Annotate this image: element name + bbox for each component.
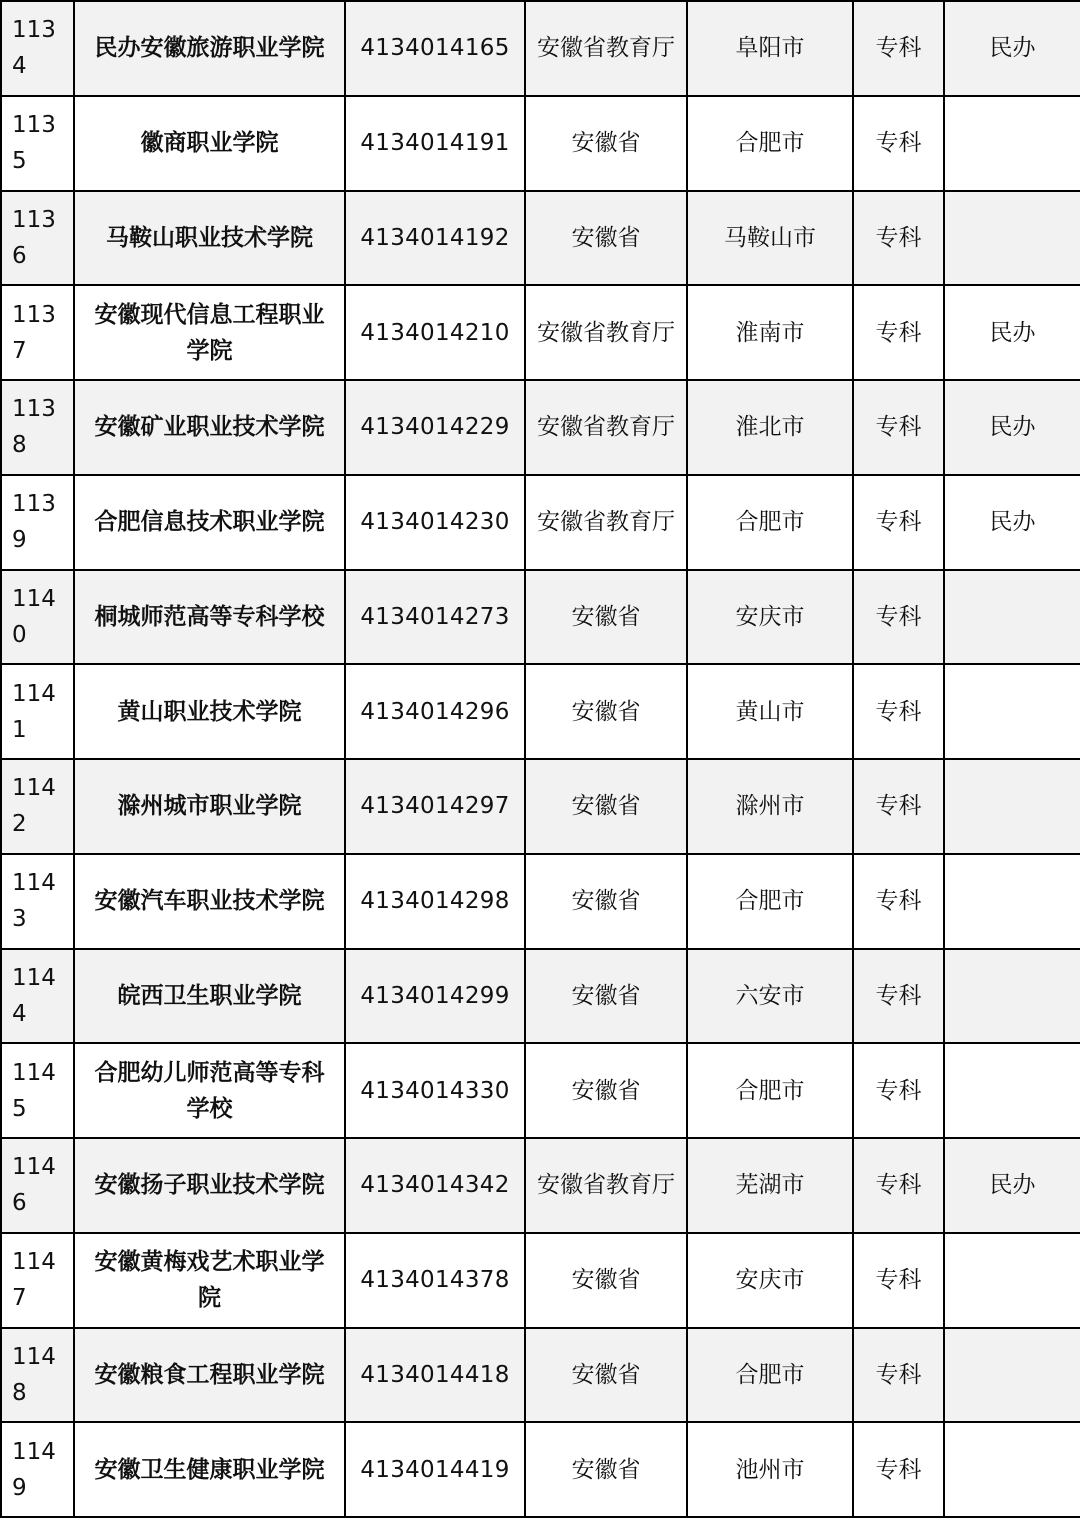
supervising-department: 安徽省 bbox=[525, 664, 687, 759]
supervising-department: 安徽省教育厅 bbox=[525, 1138, 687, 1233]
row-number: 1139 bbox=[1, 475, 74, 570]
supervising-department: 安徽省教育厅 bbox=[525, 475, 687, 570]
row-number: 1137 bbox=[1, 285, 74, 380]
remark bbox=[944, 1043, 1080, 1138]
education-level: 专科 bbox=[853, 1233, 944, 1328]
supervising-department: 安徽省 bbox=[525, 1328, 687, 1423]
remark: 民办 bbox=[944, 285, 1080, 380]
remark: 民办 bbox=[944, 475, 1080, 570]
table-row bbox=[1, 1, 1080, 96]
city: 池州市 bbox=[687, 1422, 853, 1517]
row-number: 1145 bbox=[1, 1043, 74, 1138]
education-level: 专科 bbox=[853, 1138, 944, 1233]
institution-name: 安徽粮食工程职业学院 bbox=[74, 1328, 345, 1423]
education-level: 专科 bbox=[853, 475, 944, 570]
institution-name: 马鞍山职业技术学院 bbox=[74, 191, 345, 286]
institution-name: 安徽卫生健康职业学院 bbox=[74, 1422, 345, 1517]
education-level: 专科 bbox=[853, 380, 944, 475]
city: 六安市 bbox=[687, 949, 853, 1044]
remark: 民办 bbox=[944, 1138, 1080, 1233]
institution-name: 黄山职业技术学院 bbox=[74, 664, 345, 759]
remark bbox=[944, 664, 1080, 759]
table-row bbox=[1, 380, 1080, 475]
institution-code: 4134014296 bbox=[345, 664, 525, 759]
city: 黄山市 bbox=[687, 664, 853, 759]
institution-name: 安徽汽车职业技术学院 bbox=[74, 854, 345, 949]
supervising-department: 安徽省 bbox=[525, 570, 687, 665]
institution-code: 4134014418 bbox=[345, 1328, 525, 1423]
table-row bbox=[1, 1043, 1080, 1138]
institution-name: 桐城师范高等专科学校 bbox=[74, 570, 345, 665]
row-number: 1149 bbox=[1, 1422, 74, 1517]
education-level: 专科 bbox=[853, 96, 944, 191]
row-number: 1143 bbox=[1, 854, 74, 949]
row-number: 1142 bbox=[1, 759, 74, 854]
institution-name: 徽商职业学院 bbox=[74, 96, 345, 191]
education-level: 专科 bbox=[853, 1328, 944, 1423]
institution-name: 民办安徽旅游职业学院 bbox=[74, 1, 345, 96]
remark bbox=[944, 1422, 1080, 1517]
remark: 民办 bbox=[944, 1, 1080, 96]
row-number: 1135 bbox=[1, 96, 74, 191]
institution-code: 4134014330 bbox=[345, 1043, 525, 1138]
table-row bbox=[1, 1138, 1080, 1233]
remark bbox=[944, 191, 1080, 286]
education-level: 专科 bbox=[853, 854, 944, 949]
table-row bbox=[1, 854, 1080, 949]
supervising-department: 安徽省 bbox=[525, 1422, 687, 1517]
table-row bbox=[1, 285, 1080, 380]
table-body bbox=[1, 1, 1080, 1517]
institution-code: 4134014210 bbox=[345, 285, 525, 380]
remark bbox=[944, 854, 1080, 949]
table-row bbox=[1, 1328, 1080, 1423]
education-level: 专科 bbox=[853, 191, 944, 286]
supervising-department: 安徽省 bbox=[525, 759, 687, 854]
supervising-department: 安徽省 bbox=[525, 96, 687, 191]
institution-code: 4134014229 bbox=[345, 380, 525, 475]
remark bbox=[944, 96, 1080, 191]
institution-name: 皖西卫生职业学院 bbox=[74, 949, 345, 1044]
education-level: 专科 bbox=[853, 285, 944, 380]
table-row bbox=[1, 475, 1080, 570]
supervising-department: 安徽省 bbox=[525, 1043, 687, 1138]
education-level: 专科 bbox=[853, 759, 944, 854]
institution-code: 4134014273 bbox=[345, 570, 525, 665]
institution-name: 安徽黄梅戏艺术职业学院 bbox=[74, 1233, 345, 1328]
education-level: 专科 bbox=[853, 949, 944, 1044]
row-number: 1147 bbox=[1, 1233, 74, 1328]
institution-code: 4134014298 bbox=[345, 854, 525, 949]
education-level: 专科 bbox=[853, 570, 944, 665]
city: 芜湖市 bbox=[687, 1138, 853, 1233]
supervising-department: 安徽省 bbox=[525, 1233, 687, 1328]
city: 合肥市 bbox=[687, 854, 853, 949]
institution-code: 4134014419 bbox=[345, 1422, 525, 1517]
institution-code: 4134014378 bbox=[345, 1233, 525, 1328]
city: 滁州市 bbox=[687, 759, 853, 854]
education-level: 专科 bbox=[853, 1, 944, 96]
table-row bbox=[1, 664, 1080, 759]
institution-name: 合肥信息技术职业学院 bbox=[74, 475, 345, 570]
institution-code: 4134014297 bbox=[345, 759, 525, 854]
institution-name: 合肥幼儿师范高等专科学校 bbox=[74, 1043, 345, 1138]
table-row bbox=[1, 96, 1080, 191]
row-number: 1138 bbox=[1, 380, 74, 475]
row-number: 1140 bbox=[1, 570, 74, 665]
education-level: 专科 bbox=[853, 1422, 944, 1517]
row-number: 1146 bbox=[1, 1138, 74, 1233]
remark bbox=[944, 1328, 1080, 1423]
institution-name: 滁州城市职业学院 bbox=[74, 759, 345, 854]
table-row bbox=[1, 570, 1080, 665]
table-row bbox=[1, 1233, 1080, 1328]
city: 安庆市 bbox=[687, 1233, 853, 1328]
city: 合肥市 bbox=[687, 96, 853, 191]
remark bbox=[944, 949, 1080, 1044]
remark bbox=[944, 1233, 1080, 1328]
city: 淮南市 bbox=[687, 285, 853, 380]
table-row bbox=[1, 759, 1080, 854]
city: 合肥市 bbox=[687, 1328, 853, 1423]
row-number: 1141 bbox=[1, 664, 74, 759]
remark: 民办 bbox=[944, 380, 1080, 475]
city: 合肥市 bbox=[687, 475, 853, 570]
institution-code: 4134014192 bbox=[345, 191, 525, 286]
institution-name: 安徽矿业职业技术学院 bbox=[74, 380, 345, 475]
supervising-department: 安徽省教育厅 bbox=[525, 1, 687, 96]
institution-code: 4134014230 bbox=[345, 475, 525, 570]
supervising-department: 安徽省 bbox=[525, 949, 687, 1044]
city: 马鞍山市 bbox=[687, 191, 853, 286]
row-number: 1136 bbox=[1, 191, 74, 286]
remark bbox=[944, 759, 1080, 854]
institution-code: 4134014299 bbox=[345, 949, 525, 1044]
table-row bbox=[1, 1422, 1080, 1517]
city: 合肥市 bbox=[687, 1043, 853, 1138]
institution-code: 4134014165 bbox=[345, 1, 525, 96]
supervising-department: 安徽省教育厅 bbox=[525, 380, 687, 475]
supervising-department: 安徽省 bbox=[525, 191, 687, 286]
remark bbox=[944, 570, 1080, 665]
table-row bbox=[1, 949, 1080, 1044]
row-number: 1134 bbox=[1, 1, 74, 96]
row-number: 1144 bbox=[1, 949, 74, 1044]
supervising-department: 安徽省教育厅 bbox=[525, 285, 687, 380]
institution-code: 4134014191 bbox=[345, 96, 525, 191]
institution-code: 4134014342 bbox=[345, 1138, 525, 1233]
city: 阜阳市 bbox=[687, 1, 853, 96]
city: 淮北市 bbox=[687, 380, 853, 475]
institution-name: 安徽扬子职业技术学院 bbox=[74, 1138, 345, 1233]
row-number: 1148 bbox=[1, 1328, 74, 1423]
supervising-department: 安徽省 bbox=[525, 854, 687, 949]
city: 安庆市 bbox=[687, 570, 853, 665]
institution-name: 安徽现代信息工程职业学院 bbox=[74, 285, 345, 380]
education-level: 专科 bbox=[853, 1043, 944, 1138]
education-level: 专科 bbox=[853, 664, 944, 759]
table-row bbox=[1, 191, 1080, 286]
